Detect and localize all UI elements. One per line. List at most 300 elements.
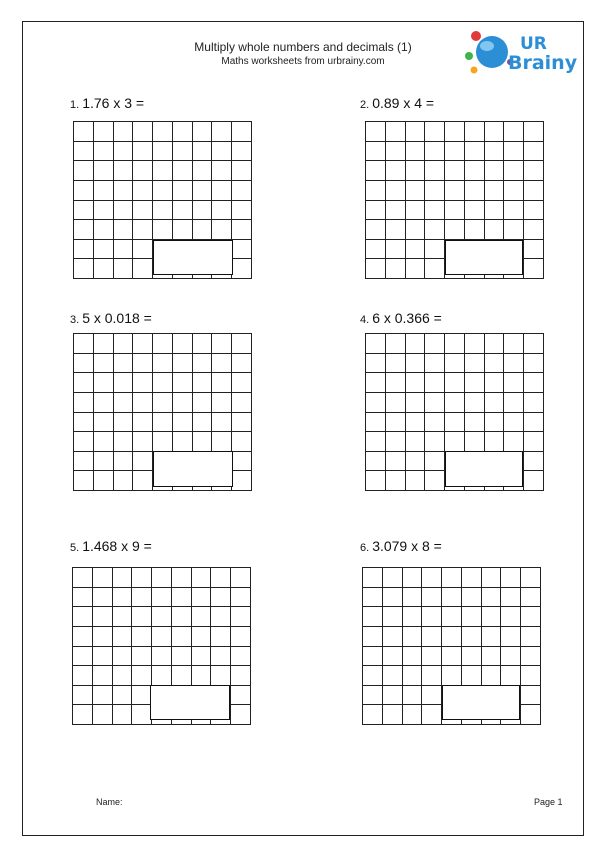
- grid-cell[interactable]: [484, 161, 504, 181]
- grid-cell[interactable]: [524, 353, 544, 373]
- grid-cell[interactable]: [445, 412, 465, 432]
- grid-cell[interactable]: [133, 180, 153, 200]
- grid-cell[interactable]: [464, 220, 484, 240]
- grid-cell[interactable]: [484, 412, 504, 432]
- grid-cell[interactable]: [445, 334, 465, 354]
- grid-cell[interactable]: [402, 626, 422, 646]
- grid-cell[interactable]: [93, 451, 113, 471]
- grid-cell[interactable]: [171, 626, 191, 646]
- grid-cell[interactable]: [524, 451, 544, 471]
- grid-cell[interactable]: [113, 122, 133, 142]
- grid-cell[interactable]: [484, 392, 504, 412]
- grid-cell[interactable]: [232, 353, 252, 373]
- grid-cell[interactable]: [232, 122, 252, 142]
- grid-cell[interactable]: [153, 141, 173, 161]
- grid-cell[interactable]: [92, 685, 112, 705]
- grid-cell[interactable]: [464, 161, 484, 181]
- grid-cell[interactable]: [73, 568, 93, 588]
- grid-cell[interactable]: [504, 161, 524, 181]
- grid-cell[interactable]: [132, 587, 152, 607]
- grid-cell[interactable]: [153, 353, 173, 373]
- working-grid-5[interactable]: [72, 567, 251, 725]
- grid-cell[interactable]: [464, 412, 484, 432]
- grid-cell[interactable]: [425, 412, 445, 432]
- grid-cell[interactable]: [192, 432, 212, 452]
- grid-cell[interactable]: [92, 705, 112, 725]
- grid-cell[interactable]: [445, 180, 465, 200]
- grid-cell[interactable]: [112, 705, 132, 725]
- grid-cell[interactable]: [382, 568, 402, 588]
- grid-cell[interactable]: [93, 122, 113, 142]
- answer-box[interactable]: [150, 685, 230, 720]
- grid-cell[interactable]: [504, 353, 524, 373]
- grid-cell[interactable]: [93, 180, 113, 200]
- grid-cell[interactable]: [442, 568, 462, 588]
- grid-cell[interactable]: [231, 626, 251, 646]
- grid-cell[interactable]: [402, 607, 422, 627]
- grid-cell[interactable]: [74, 220, 94, 240]
- grid-cell[interactable]: [192, 141, 212, 161]
- grid-cell[interactable]: [172, 180, 192, 200]
- grid-cell[interactable]: [172, 412, 192, 432]
- grid-cell[interactable]: [425, 141, 445, 161]
- grid-cell[interactable]: [464, 200, 484, 220]
- grid-cell[interactable]: [382, 705, 402, 725]
- grid-cell[interactable]: [405, 471, 425, 491]
- grid-cell[interactable]: [172, 161, 192, 181]
- grid-cell[interactable]: [113, 141, 133, 161]
- grid-cell[interactable]: [192, 161, 212, 181]
- grid-cell[interactable]: [445, 161, 465, 181]
- grid-cell[interactable]: [524, 392, 544, 412]
- grid-cell[interactable]: [132, 568, 152, 588]
- answer-box[interactable]: [445, 240, 523, 275]
- grid-cell[interactable]: [172, 122, 192, 142]
- grid-cell[interactable]: [445, 432, 465, 452]
- working-grid-2[interactable]: [365, 121, 544, 279]
- grid-cell[interactable]: [442, 587, 462, 607]
- grid-cell[interactable]: [73, 607, 93, 627]
- grid-cell[interactable]: [425, 373, 445, 393]
- grid-cell[interactable]: [405, 122, 425, 142]
- grid-cell[interactable]: [113, 334, 133, 354]
- grid-cell[interactable]: [192, 392, 212, 412]
- grid-cell[interactable]: [212, 392, 232, 412]
- grid-cell[interactable]: [112, 685, 132, 705]
- grid-cell[interactable]: [363, 666, 383, 686]
- grid-cell[interactable]: [171, 607, 191, 627]
- grid-cell[interactable]: [445, 200, 465, 220]
- grid-cell[interactable]: [232, 392, 252, 412]
- grid-cell[interactable]: [172, 373, 192, 393]
- grid-cell[interactable]: [212, 220, 232, 240]
- grid-cell[interactable]: [192, 334, 212, 354]
- grid-cell[interactable]: [113, 373, 133, 393]
- grid-cell[interactable]: [211, 568, 231, 588]
- grid-cell[interactable]: [504, 180, 524, 200]
- grid-cell[interactable]: [501, 646, 521, 666]
- grid-cell[interactable]: [366, 161, 386, 181]
- grid-cell[interactable]: [402, 568, 422, 588]
- grid-cell[interactable]: [445, 141, 465, 161]
- grid-cell[interactable]: [405, 220, 425, 240]
- grid-cell[interactable]: [445, 122, 465, 142]
- grid-cell[interactable]: [366, 334, 386, 354]
- grid-cell[interactable]: [191, 626, 211, 646]
- grid-cell[interactable]: [385, 412, 405, 432]
- grid-cell[interactable]: [113, 451, 133, 471]
- grid-cell[interactable]: [484, 373, 504, 393]
- grid-cell[interactable]: [93, 432, 113, 452]
- grid-cell[interactable]: [153, 180, 173, 200]
- grid-cell[interactable]: [385, 122, 405, 142]
- answer-box[interactable]: [442, 685, 520, 720]
- grid-cell[interactable]: [113, 259, 133, 279]
- grid-cell[interactable]: [93, 392, 113, 412]
- grid-cell[interactable]: [461, 646, 481, 666]
- grid-cell[interactable]: [153, 161, 173, 181]
- grid-cell[interactable]: [363, 705, 383, 725]
- grid-cell[interactable]: [445, 353, 465, 373]
- grid-cell[interactable]: [382, 685, 402, 705]
- grid-cell[interactable]: [212, 412, 232, 432]
- grid-cell[interactable]: [133, 200, 153, 220]
- grid-cell[interactable]: [385, 353, 405, 373]
- grid-cell[interactable]: [501, 626, 521, 646]
- grid-cell[interactable]: [74, 259, 94, 279]
- grid-cell[interactable]: [152, 607, 172, 627]
- grid-cell[interactable]: [74, 180, 94, 200]
- grid-cell[interactable]: [212, 353, 232, 373]
- grid-cell[interactable]: [92, 646, 112, 666]
- grid-cell[interactable]: [405, 373, 425, 393]
- grid-cell[interactable]: [73, 666, 93, 686]
- grid-cell[interactable]: [366, 432, 386, 452]
- grid-cell[interactable]: [232, 239, 252, 259]
- grid-cell[interactable]: [405, 239, 425, 259]
- grid-cell[interactable]: [425, 161, 445, 181]
- grid-cell[interactable]: [132, 685, 152, 705]
- grid-cell[interactable]: [382, 626, 402, 646]
- grid-cell[interactable]: [484, 122, 504, 142]
- grid-cell[interactable]: [445, 220, 465, 240]
- grid-cell[interactable]: [211, 646, 231, 666]
- grid-cell[interactable]: [231, 646, 251, 666]
- grid-cell[interactable]: [521, 626, 541, 646]
- grid-cell[interactable]: [212, 432, 232, 452]
- grid-cell[interactable]: [212, 180, 232, 200]
- grid-cell[interactable]: [152, 646, 172, 666]
- grid-cell[interactable]: [231, 666, 251, 686]
- grid-cell[interactable]: [192, 220, 212, 240]
- grid-cell[interactable]: [524, 373, 544, 393]
- grid-cell[interactable]: [112, 646, 132, 666]
- grid-cell[interactable]: [74, 334, 94, 354]
- grid-cell[interactable]: [504, 220, 524, 240]
- grid-cell[interactable]: [464, 432, 484, 452]
- grid-cell[interactable]: [133, 392, 153, 412]
- grid-cell[interactable]: [504, 373, 524, 393]
- working-grid-1[interactable]: [73, 121, 252, 279]
- grid-cell[interactable]: [363, 626, 383, 646]
- grid-cell[interactable]: [74, 141, 94, 161]
- grid-cell[interactable]: [504, 141, 524, 161]
- grid-cell[interactable]: [524, 200, 544, 220]
- grid-cell[interactable]: [172, 141, 192, 161]
- grid-cell[interactable]: [153, 220, 173, 240]
- grid-cell[interactable]: [422, 568, 442, 588]
- grid-cell[interactable]: [461, 626, 481, 646]
- grid-cell[interactable]: [405, 259, 425, 279]
- grid-cell[interactable]: [172, 220, 192, 240]
- grid-cell[interactable]: [366, 259, 386, 279]
- grid-cell[interactable]: [464, 122, 484, 142]
- grid-cell[interactable]: [92, 607, 112, 627]
- grid-cell[interactable]: [402, 705, 422, 725]
- grid-cell[interactable]: [113, 220, 133, 240]
- grid-cell[interactable]: [171, 666, 191, 686]
- working-grid-3[interactable]: [73, 333, 252, 491]
- grid-cell[interactable]: [74, 392, 94, 412]
- grid-cell[interactable]: [521, 607, 541, 627]
- grid-cell[interactable]: [481, 568, 501, 588]
- grid-cell[interactable]: [524, 239, 544, 259]
- grid-cell[interactable]: [521, 685, 541, 705]
- grid-cell[interactable]: [366, 451, 386, 471]
- answer-box[interactable]: [153, 451, 233, 487]
- grid-cell[interactable]: [172, 334, 192, 354]
- grid-cell[interactable]: [385, 141, 405, 161]
- grid-cell[interactable]: [74, 432, 94, 452]
- grid-cell[interactable]: [113, 239, 133, 259]
- grid-cell[interactable]: [504, 432, 524, 452]
- grid-cell[interactable]: [445, 373, 465, 393]
- grid-cell[interactable]: [524, 471, 544, 491]
- grid-cell[interactable]: [484, 180, 504, 200]
- grid-cell[interactable]: [501, 587, 521, 607]
- grid-cell[interactable]: [442, 666, 462, 686]
- grid-cell[interactable]: [172, 392, 192, 412]
- grid-cell[interactable]: [93, 471, 113, 491]
- grid-cell[interactable]: [132, 666, 152, 686]
- grid-cell[interactable]: [171, 568, 191, 588]
- grid-cell[interactable]: [73, 626, 93, 646]
- grid-cell[interactable]: [425, 200, 445, 220]
- grid-cell[interactable]: [93, 353, 113, 373]
- grid-cell[interactable]: [132, 705, 152, 725]
- grid-cell[interactable]: [481, 587, 501, 607]
- grid-cell[interactable]: [93, 334, 113, 354]
- grid-cell[interactable]: [521, 666, 541, 686]
- grid-cell[interactable]: [524, 259, 544, 279]
- grid-cell[interactable]: [425, 259, 445, 279]
- grid-cell[interactable]: [211, 607, 231, 627]
- grid-cell[interactable]: [172, 353, 192, 373]
- grid-cell[interactable]: [464, 392, 484, 412]
- grid-cell[interactable]: [504, 122, 524, 142]
- grid-cell[interactable]: [133, 432, 153, 452]
- grid-cell[interactable]: [521, 646, 541, 666]
- grid-cell[interactable]: [132, 626, 152, 646]
- grid-cell[interactable]: [422, 646, 442, 666]
- answer-box[interactable]: [445, 451, 523, 487]
- grid-cell[interactable]: [461, 607, 481, 627]
- grid-cell[interactable]: [402, 646, 422, 666]
- grid-cell[interactable]: [405, 334, 425, 354]
- grid-cell[interactable]: [153, 334, 173, 354]
- grid-cell[interactable]: [192, 353, 212, 373]
- grid-cell[interactable]: [232, 259, 252, 279]
- grid-cell[interactable]: [152, 626, 172, 646]
- grid-cell[interactable]: [113, 161, 133, 181]
- grid-cell[interactable]: [232, 220, 252, 240]
- grid-cell[interactable]: [191, 587, 211, 607]
- grid-cell[interactable]: [171, 587, 191, 607]
- grid-cell[interactable]: [425, 451, 445, 471]
- grid-cell[interactable]: [113, 353, 133, 373]
- grid-cell[interactable]: [133, 161, 153, 181]
- grid-cell[interactable]: [93, 412, 113, 432]
- grid-cell[interactable]: [363, 607, 383, 627]
- grid-cell[interactable]: [385, 239, 405, 259]
- grid-cell[interactable]: [191, 666, 211, 686]
- grid-cell[interactable]: [504, 392, 524, 412]
- grid-cell[interactable]: [112, 607, 132, 627]
- grid-cell[interactable]: [382, 666, 402, 686]
- grid-cell[interactable]: [92, 568, 112, 588]
- grid-cell[interactable]: [191, 568, 211, 588]
- grid-cell[interactable]: [481, 607, 501, 627]
- grid-cell[interactable]: [402, 587, 422, 607]
- grid-cell[interactable]: [171, 646, 191, 666]
- grid-cell[interactable]: [385, 334, 405, 354]
- grid-cell[interactable]: [504, 334, 524, 354]
- grid-cell[interactable]: [93, 239, 113, 259]
- grid-cell[interactable]: [133, 259, 153, 279]
- working-grid-4[interactable]: [365, 333, 544, 491]
- grid-cell[interactable]: [524, 141, 544, 161]
- grid-cell[interactable]: [153, 392, 173, 412]
- grid-cell[interactable]: [405, 412, 425, 432]
- grid-cell[interactable]: [481, 666, 501, 686]
- grid-cell[interactable]: [422, 626, 442, 646]
- grid-cell[interactable]: [484, 141, 504, 161]
- grid-cell[interactable]: [232, 141, 252, 161]
- grid-cell[interactable]: [521, 705, 541, 725]
- grid-cell[interactable]: [192, 200, 212, 220]
- grid-cell[interactable]: [92, 587, 112, 607]
- grid-cell[interactable]: [74, 353, 94, 373]
- grid-cell[interactable]: [74, 373, 94, 393]
- grid-cell[interactable]: [133, 451, 153, 471]
- grid-cell[interactable]: [524, 334, 544, 354]
- grid-cell[interactable]: [464, 373, 484, 393]
- grid-cell[interactable]: [192, 412, 212, 432]
- grid-cell[interactable]: [232, 334, 252, 354]
- grid-cell[interactable]: [363, 646, 383, 666]
- grid-cell[interactable]: [385, 432, 405, 452]
- grid-cell[interactable]: [212, 122, 232, 142]
- grid-cell[interactable]: [405, 141, 425, 161]
- grid-cell[interactable]: [461, 587, 481, 607]
- grid-cell[interactable]: [524, 432, 544, 452]
- grid-cell[interactable]: [484, 353, 504, 373]
- grid-cell[interactable]: [385, 200, 405, 220]
- grid-cell[interactable]: [521, 587, 541, 607]
- grid-cell[interactable]: [93, 259, 113, 279]
- grid-cell[interactable]: [405, 432, 425, 452]
- answer-box[interactable]: [153, 240, 233, 275]
- grid-cell[interactable]: [445, 392, 465, 412]
- grid-cell[interactable]: [405, 392, 425, 412]
- grid-cell[interactable]: [422, 607, 442, 627]
- grid-cell[interactable]: [152, 568, 172, 588]
- grid-cell[interactable]: [504, 200, 524, 220]
- grid-cell[interactable]: [484, 220, 504, 240]
- grid-cell[interactable]: [425, 220, 445, 240]
- grid-cell[interactable]: [382, 646, 402, 666]
- grid-cell[interactable]: [366, 141, 386, 161]
- grid-cell[interactable]: [484, 432, 504, 452]
- grid-cell[interactable]: [366, 412, 386, 432]
- grid-cell[interactable]: [501, 568, 521, 588]
- grid-cell[interactable]: [405, 451, 425, 471]
- working-grid-6[interactable]: [362, 567, 541, 725]
- grid-cell[interactable]: [484, 334, 504, 354]
- grid-cell[interactable]: [385, 220, 405, 240]
- grid-cell[interactable]: [133, 220, 153, 240]
- grid-cell[interactable]: [232, 471, 252, 491]
- grid-cell[interactable]: [402, 685, 422, 705]
- grid-cell[interactable]: [402, 666, 422, 686]
- grid-cell[interactable]: [425, 471, 445, 491]
- grid-cell[interactable]: [366, 220, 386, 240]
- grid-cell[interactable]: [501, 607, 521, 627]
- grid-cell[interactable]: [524, 412, 544, 432]
- grid-cell[interactable]: [382, 607, 402, 627]
- grid-cell[interactable]: [74, 200, 94, 220]
- grid-cell[interactable]: [442, 607, 462, 627]
- grid-cell[interactable]: [405, 200, 425, 220]
- grid-cell[interactable]: [524, 161, 544, 181]
- grid-cell[interactable]: [524, 122, 544, 142]
- grid-cell[interactable]: [484, 200, 504, 220]
- grid-cell[interactable]: [425, 239, 445, 259]
- grid-cell[interactable]: [74, 239, 94, 259]
- grid-cell[interactable]: [112, 666, 132, 686]
- grid-cell[interactable]: [211, 666, 231, 686]
- grid-cell[interactable]: [133, 373, 153, 393]
- grid-cell[interactable]: [382, 587, 402, 607]
- grid-cell[interactable]: [461, 568, 481, 588]
- grid-cell[interactable]: [385, 451, 405, 471]
- grid-cell[interactable]: [521, 568, 541, 588]
- grid-cell[interactable]: [405, 180, 425, 200]
- grid-cell[interactable]: [93, 200, 113, 220]
- grid-cell[interactable]: [191, 607, 211, 627]
- grid-cell[interactable]: [113, 180, 133, 200]
- grid-cell[interactable]: [93, 220, 113, 240]
- grid-cell[interactable]: [172, 432, 192, 452]
- grid-cell[interactable]: [464, 180, 484, 200]
- grid-cell[interactable]: [231, 685, 251, 705]
- grid-cell[interactable]: [524, 180, 544, 200]
- grid-cell[interactable]: [425, 122, 445, 142]
- grid-cell[interactable]: [211, 587, 231, 607]
- grid-cell[interactable]: [153, 200, 173, 220]
- grid-cell[interactable]: [425, 353, 445, 373]
- grid-cell[interactable]: [385, 180, 405, 200]
